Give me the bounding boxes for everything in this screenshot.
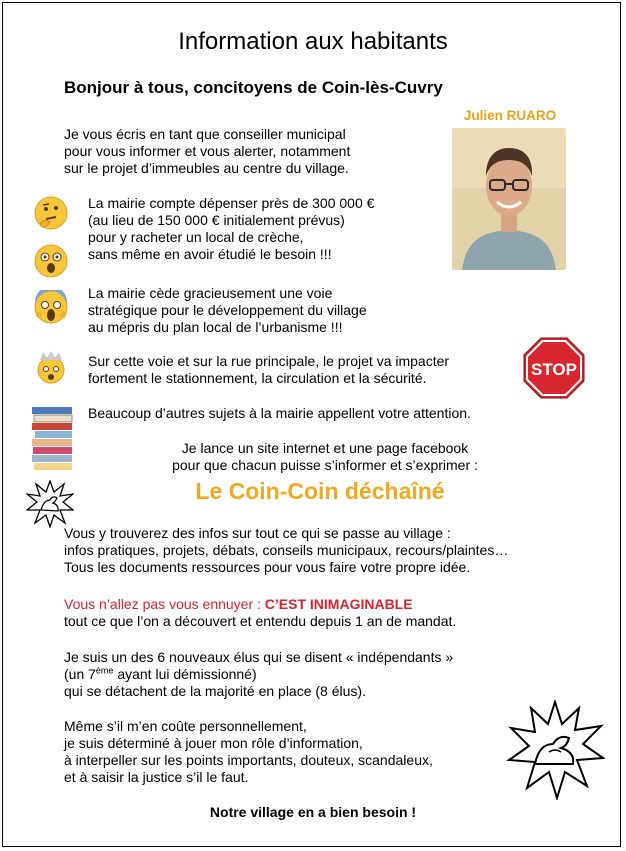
- shocked-emoji-icon: [34, 244, 68, 278]
- bullet-line: sans même en avoir étudié le besoin !!!: [88, 246, 332, 262]
- author-photo: [452, 128, 566, 270]
- commitment-line: je suis déterminé à jouer mon rôle d’information,: [64, 735, 363, 751]
- bored-lead: Vous n’allez pas vous ennuyer :: [64, 596, 265, 612]
- brand-name: Le Coin-Coin déchaîné: [195, 478, 445, 504]
- elus-paragraph: [64, 649, 453, 700]
- elus-superscript: ème: [95, 665, 114, 676]
- stop-sign-icon: [523, 337, 585, 399]
- bored-rest: tout ce que l’on a découvert et entendu depuis 1 an de mandat.: [64, 613, 457, 629]
- flexed-arm-large-icon: [505, 700, 605, 800]
- bullet-other-topics: [88, 405, 471, 422]
- site-line: pour que chacun puisse s’informer et s’exprimer :: [172, 457, 478, 473]
- bullet-line: fortement le stationnement, la circulation et la sécurité.: [88, 370, 427, 386]
- elus-line-part: ayant lui démissionné): [113, 666, 257, 682]
- thinking-emoji-icon: [34, 196, 68, 230]
- bullet-line: (au lieu de 150 000 € initialement prévus): [88, 212, 345, 228]
- elus-line: Je suis un des 6 nouveaux élus qui se disent « indépendants »: [64, 649, 454, 665]
- site-announcement: [150, 440, 500, 474]
- exploding-head-emoji-icon: [34, 350, 68, 384]
- bullet-budget: [88, 195, 374, 263]
- greeting: Bonjour à tous, concitoyens de Coin-lès-Cuvry: [64, 78, 443, 97]
- bullet-line: Sur cette voie et sur la rue principale, le projet va impacter: [88, 353, 450, 369]
- info-line: Tous les documents ressources pour vous faire votre propre idée.: [64, 559, 471, 575]
- bullet-road: [88, 285, 367, 336]
- intro-line: sur le projet d’immeubles au centre du village.: [64, 160, 349, 176]
- site-line: Je lance un site internet et une page facebook: [181, 440, 469, 456]
- bullet-traffic: [88, 353, 449, 387]
- bullet-line: au mépris du plan local de l’urbanisme !!!: [88, 319, 343, 335]
- info-line: Vous y trouverez des infos sur tout ce qui se passe au village :: [64, 525, 451, 541]
- commitment-line: à interpeller sur les points importants, douteux, scandaleux,: [64, 752, 433, 768]
- commitment-line: Même s’il m’en coûte personnellement,: [64, 718, 307, 734]
- bullet-line: La mairie compte dépenser près de 300 000 €: [88, 195, 375, 211]
- author-name: Julien RUARO: [463, 108, 557, 123]
- page-title: Information aux habitants: [178, 28, 448, 55]
- books-stack-icon: [30, 405, 74, 477]
- elus-line-part: (un 7: [64, 666, 96, 682]
- screaming-emoji-icon: [34, 290, 68, 324]
- intro-line: pour vous informer et vous alerter, notamment: [64, 143, 351, 159]
- intro-text: [64, 126, 350, 177]
- bullet-line: stratégique pour le développement du village: [88, 302, 367, 318]
- stop-sign-text: STOP: [531, 360, 577, 379]
- site-info: [64, 525, 508, 576]
- bullet-line: pour y racheter un local de crèche,: [88, 229, 304, 245]
- bullet-line: Beaucoup d’autres sujets à la mairie appellent votre attention.: [88, 405, 471, 421]
- info-line: infos pratiques, projets, débats, conseils municipaux, recours/plaintes…: [64, 542, 509, 558]
- closing-line: Notre village en a bien besoin !: [209, 804, 417, 820]
- commitment-paragraph: [64, 718, 433, 786]
- commitment-line: et à saisir la justice s’il le faut.: [64, 769, 249, 785]
- bullet-line: La mairie cède gracieusement une voie: [88, 285, 333, 301]
- elus-line: qui se détachent de la majorité en place (8 élus).: [64, 683, 366, 699]
- bored-emphasis: C’EST INIMAGINABLE: [264, 596, 413, 612]
- intro-line: Je vous écris en tant que conseiller municipal: [64, 126, 346, 142]
- flexed-arm-small-icon: [26, 480, 74, 528]
- bored-paragraph: [64, 596, 456, 630]
